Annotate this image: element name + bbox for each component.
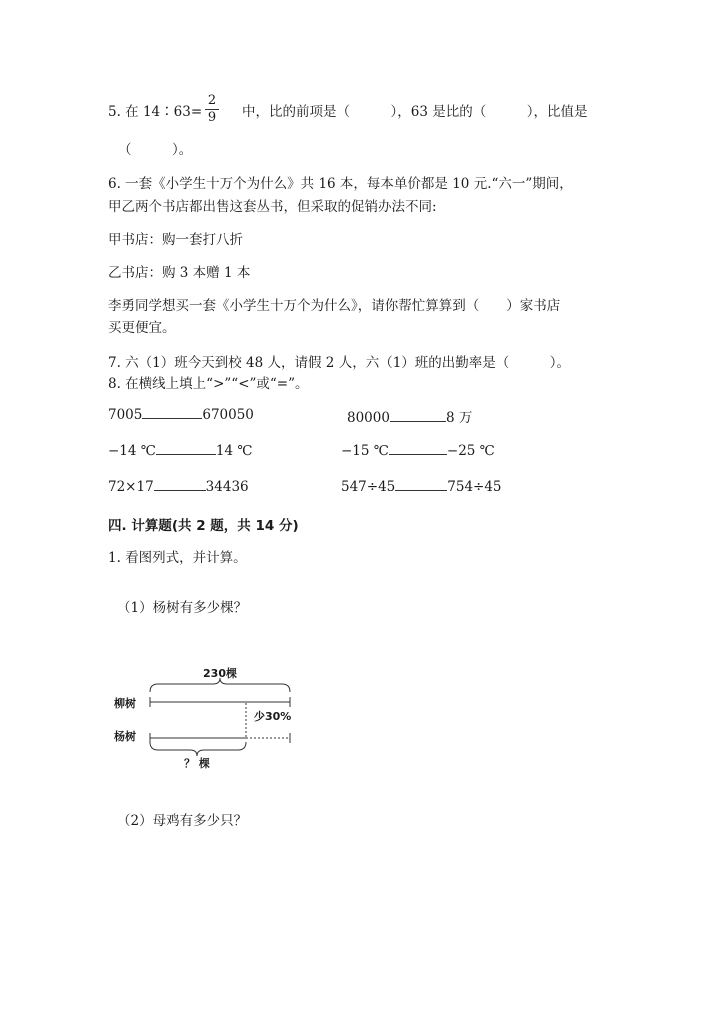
q6-store-b: 乙书店：购 3 本赠 1 本 <box>108 265 251 281</box>
q8-row3-right <box>341 478 502 495</box>
q6-line5: 李勇同学想买一套《小学生十万个为什么》，请你帮忙算算到（ ）家书店 <box>108 298 561 314</box>
q8-row1-right <box>347 406 472 426</box>
q8-row3-right-b: 754÷45 <box>447 479 502 495</box>
diagram-row1-label: 柳树 <box>114 697 136 710</box>
q8-row1-left-a: 7005 <box>108 407 143 423</box>
q8-row2-right-b: −25 ℃ <box>446 443 495 459</box>
q5-fraction-numerator: 2 <box>207 93 217 108</box>
q8-row1-right-a: 80000 <box>347 410 390 426</box>
q5-suffix: 中，比的前项是（ ），63 是比的（ ），比值是 <box>242 104 588 120</box>
q8-row3-left-b: 34436 <box>205 479 249 495</box>
q8-row2-left-a: −14 ℃ <box>108 443 156 459</box>
q8-row3-left-blank[interactable] <box>154 478 206 491</box>
q8-row2-left-b: 14 ℃ <box>215 443 253 459</box>
q8-row1-left-b: 670050 <box>202 407 254 423</box>
calc-sub1: （1）杨树有多少棵？ <box>117 600 248 616</box>
q8-row2-right <box>341 442 495 459</box>
q8-row3-right-a: 547÷45 <box>341 479 396 495</box>
q8-row2-left <box>108 442 252 459</box>
q5-prefix: 5. 在 14∶63= <box>108 104 203 120</box>
section4-title: 四. 计算题(共 2 题，共 14 分) <box>108 518 299 534</box>
calc-q1: 1. 看图列式，并计算。 <box>108 550 247 566</box>
q6-line1: 6. 一套《小学生十万个为什么》共 16 本，每本单价都是 10 元.“六一”期间， <box>108 176 573 192</box>
q8-row2-left-blank[interactable] <box>156 442 216 455</box>
q8-row3-right-blank[interactable] <box>395 478 447 491</box>
diagram-bottom-label: ？ 棵 <box>184 757 210 770</box>
q8-row1-left <box>108 406 254 423</box>
q8-text: 8. 在横线上填上“>”“<”或“=”。 <box>108 376 309 392</box>
q5-line2: （ ）。 <box>118 142 193 158</box>
q8-row2-right-a: −15 ℃ <box>341 443 389 459</box>
calc-sub2: （2）母鸡有多少只？ <box>117 813 248 829</box>
top-brace <box>150 678 290 692</box>
q5-fraction-denominator: 9 <box>207 110 217 125</box>
q6-store-a: 甲书店：购一套打八折 <box>108 232 243 248</box>
diagram-top-label: 230棵 <box>203 667 237 680</box>
q8-row1-left-blank[interactable] <box>142 406 202 419</box>
diagram-less-label: 少30% <box>254 710 292 723</box>
q6-line6: 买更便宜。 <box>108 320 176 336</box>
diagram-row2-label: 杨树 <box>114 730 136 743</box>
q8-row3-left <box>108 478 249 495</box>
bottom-brace <box>150 742 246 756</box>
q8-row3-left-a: 72×17 <box>108 479 154 495</box>
q8-row2-right-blank[interactable] <box>389 442 447 455</box>
q5-fraction <box>205 94 219 125</box>
q7-text: 7. 六（1）班今天到校 48 人，请假 2 人，六（1）班的出勤率是（ ）。 <box>108 355 571 371</box>
q8-row1-right-b: 8 万 <box>445 410 473 426</box>
q6-line2: 甲乙两个书店都出售这套丛书，但采取的促销办法不同: <box>108 199 437 215</box>
q8-row1-right-blank[interactable] <box>390 409 446 422</box>
